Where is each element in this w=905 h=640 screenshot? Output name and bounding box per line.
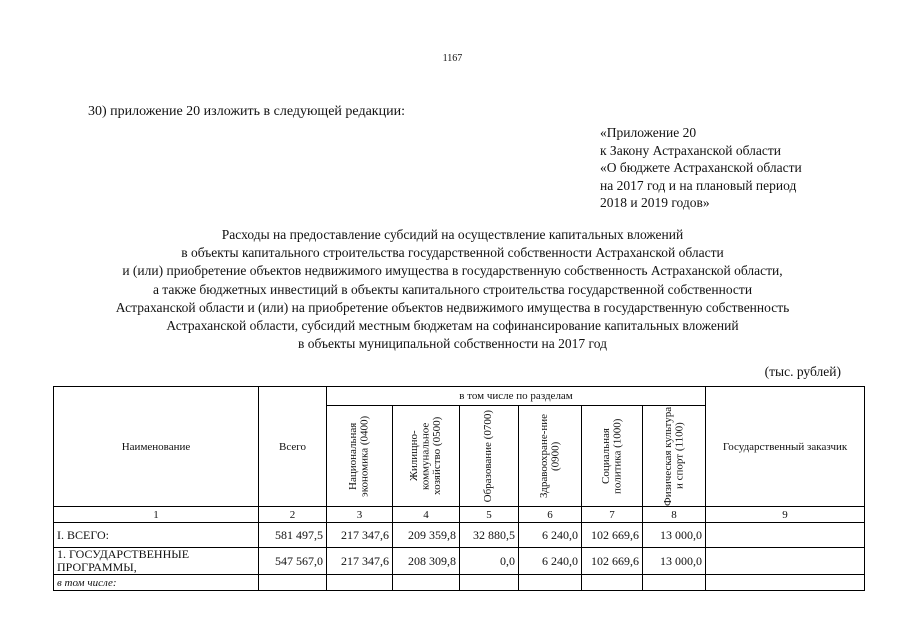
header-section [643, 406, 706, 507]
column-number: 6 [519, 507, 582, 523]
cell-customer [706, 575, 865, 591]
table-row [54, 575, 865, 591]
column-number: 4 [393, 507, 460, 523]
header-section [327, 406, 393, 507]
cell-value [519, 575, 582, 591]
cell-value: 208 309,8 [393, 548, 460, 575]
column-number: 1 [54, 507, 259, 523]
column-number: 2 [259, 507, 327, 523]
appendix-header [600, 124, 802, 212]
cell-value: 32 880,5 [460, 523, 519, 548]
page-number: 1167 [442, 53, 463, 64]
header-sections-group: в том числе по разделам [327, 387, 706, 406]
cell-value: 102 669,6 [582, 548, 643, 575]
row-name: 1. ГОСУДАРСТВЕННЫЕ ПРОГРАММЫ, [54, 548, 259, 575]
appendix-line: 2018 и 2019 годов» [600, 195, 710, 210]
cell-total: 547 567,0 [259, 548, 327, 575]
row-name: в том числе: [54, 575, 259, 591]
title-line: Астраханской области, субсидий местным бюджетам на софинансирование капитальных вложений [166, 318, 739, 334]
title-line: в объекты муниципальной собственности на 2017 год [298, 336, 607, 352]
appendix-line: на 2017 год и на плановый период [600, 177, 797, 193]
section-label: Жилищно-коммунальное хозяйство (0500) [407, 416, 443, 496]
appendix-line: к Закону Астраханской области [600, 142, 782, 158]
header-section [582, 406, 643, 507]
title-line: и (или) приобретение объектов недвижимого имущества в государственную собственность Астраханской области, [122, 263, 783, 279]
column-number: 8 [643, 507, 706, 523]
cell-value: 217 347,6 [327, 548, 393, 575]
cell-value: 102 669,6 [582, 523, 643, 548]
column-number-row [54, 507, 865, 523]
cell-value: 0,0 [460, 548, 519, 575]
document-title [0, 226, 905, 353]
header-customer: Государственный заказчик [706, 387, 865, 507]
cell-customer [706, 548, 865, 575]
cell-value: 6 240,0 [519, 523, 582, 548]
column-number: 9 [706, 507, 865, 523]
units-label: (тыс. рублей) [764, 364, 841, 379]
column-number: 5 [460, 507, 519, 523]
column-number: 3 [327, 507, 393, 523]
section-label: Здравоохране-ние (0900) [537, 413, 561, 499]
section-label: Национальная экономика (0400) [347, 415, 371, 497]
cell-total: 581 497,5 [259, 523, 327, 548]
appendix-line: «Приложение 20 [600, 125, 697, 140]
cell-value [393, 575, 460, 591]
section-label: Физическая культура и спорт (1100) [661, 406, 686, 506]
cell-value: 217 347,6 [327, 523, 393, 548]
header-section [393, 406, 460, 507]
table-row [54, 523, 865, 548]
title-line: в объекты капитального строительства государственной собственности Астраханской области [181, 245, 724, 261]
expenditure-table [53, 386, 865, 591]
row-name: I. ВСЕГО: [54, 523, 259, 548]
header-total: Всего [259, 387, 327, 507]
cell-value: 6 240,0 [519, 548, 582, 575]
title-line: а также бюджетных инвестиций в объекты капитального строительства государственной собственности [152, 281, 753, 297]
cell-value: 13 000,0 [643, 548, 706, 575]
cell-value [582, 575, 643, 591]
cell-value [643, 575, 706, 591]
cell-value: 13 000,0 [643, 523, 706, 548]
header-section [460, 406, 519, 507]
title-line: Расходы на предоставление субсидий на осуществление капитальных вложений [221, 227, 684, 242]
cell-value [460, 575, 519, 591]
header-section [519, 406, 582, 507]
section-label: Социальная политика (1000) [599, 418, 623, 494]
appendix-line: «О бюджете Астраханской области [600, 160, 802, 175]
section-label: Образование (0700) [482, 409, 495, 503]
cell-value [327, 575, 393, 591]
header-name: Наименование [54, 387, 259, 507]
cell-total [259, 575, 327, 591]
table-row [54, 548, 865, 575]
title-line: Астраханской области и (или) на приобретение объектов недвижимого имущества в государственную собственность [115, 299, 790, 315]
cell-customer [706, 523, 865, 548]
amendment-instruction: 30) приложение 20 изложить в следующей редакции: [88, 104, 405, 119]
cell-value: 209 359,8 [393, 523, 460, 548]
column-number: 7 [582, 507, 643, 523]
